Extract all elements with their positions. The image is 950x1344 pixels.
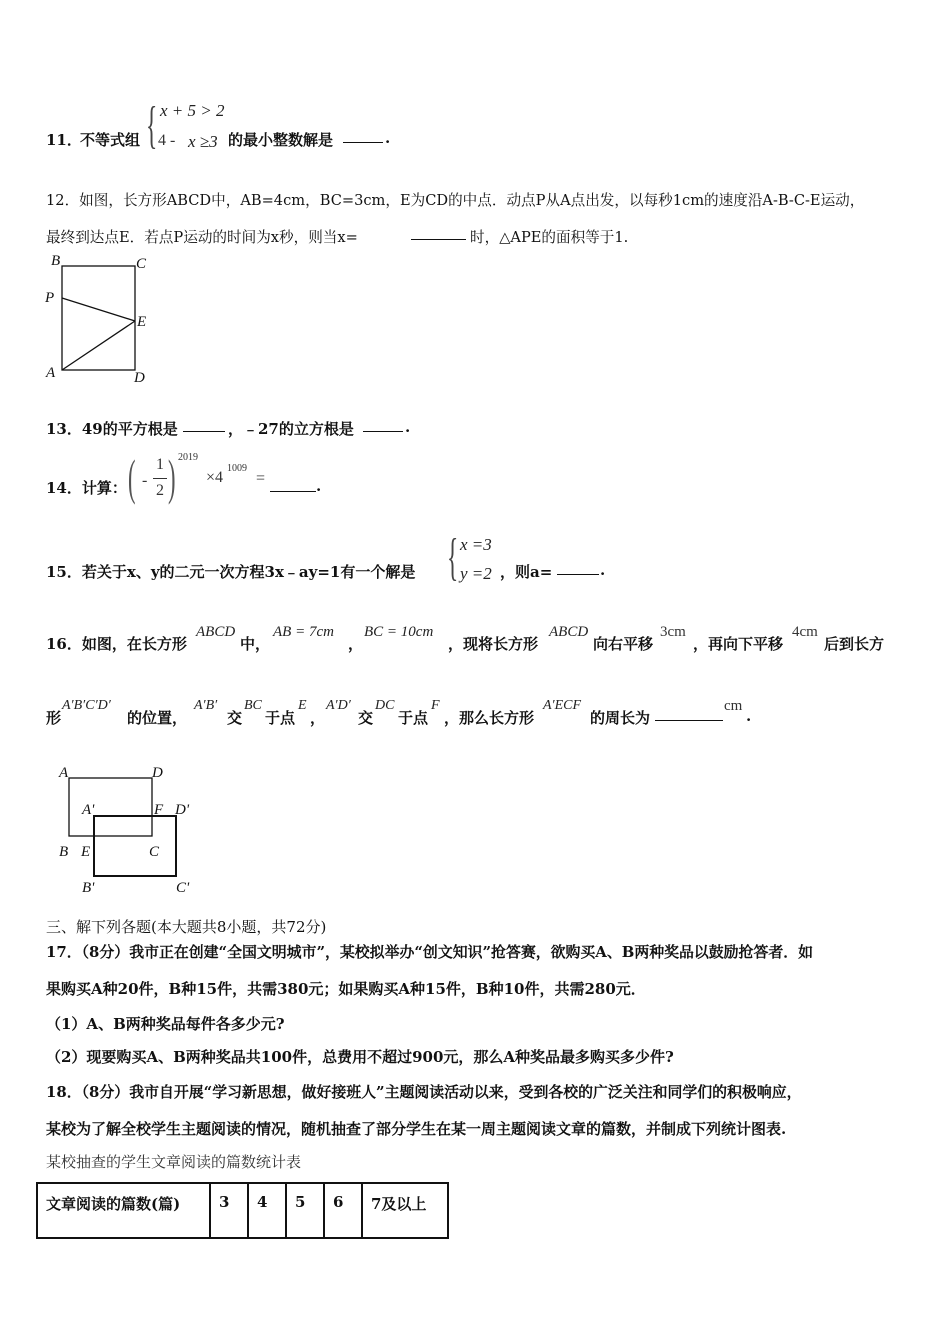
- q14-exponent-2019: 2019: [178, 452, 198, 463]
- q16-abcd-2: ABCD: [549, 624, 589, 640]
- q11-brace: {: [146, 97, 158, 154]
- table-header-cell: 6: [324, 1183, 362, 1238]
- q11-tail: 的最小整数解是: [228, 131, 334, 149]
- q13-part-c: .: [405, 418, 411, 436]
- q15-part-c: .: [600, 561, 606, 579]
- q16-label-d-prime: D': [175, 802, 190, 818]
- q16-line2-d: 的周长为: [590, 709, 651, 727]
- q16-label-d: D: [152, 765, 163, 781]
- q16-line1-c: ，现将长方形: [448, 635, 539, 653]
- q12-answer-blank[interactable]: [411, 226, 466, 244]
- q16-answer-blank[interactable]: [655, 707, 723, 725]
- table-row: [37, 1183, 448, 1238]
- q16-move-right: 3cm: [660, 624, 686, 640]
- q14-exponent-1009: 1009: [227, 463, 247, 474]
- q16-yudian-2: 于点: [398, 709, 429, 727]
- q14-fraction-bar: [153, 478, 167, 479]
- q16-yudian-1: 于点: [265, 709, 296, 727]
- q11-system-top: x + 5 > 2: [160, 101, 225, 120]
- q16-abcd: ABCD: [196, 624, 236, 640]
- q16-line2-c: ，那么长方形: [444, 709, 535, 727]
- q15-part-b: ，则a=: [500, 563, 553, 581]
- q16-label-f: F: [154, 802, 164, 818]
- q12-label-p: P: [45, 290, 55, 306]
- q11-answer-blank[interactable]: [343, 129, 383, 147]
- q16-line2-a: 形: [46, 709, 62, 727]
- q15-system-top: x =3: [460, 535, 492, 554]
- q11-system-bottom-a: 4 -: [158, 132, 176, 149]
- q16-aecf: A′ECF: [543, 698, 582, 713]
- q16-point-e: E: [298, 698, 307, 713]
- q18-table-caption: 某校抽查的学生文章阅读的篇数统计表: [46, 1153, 302, 1171]
- section-3-heading: 三、解下列各题(本大题共8小题，共72分): [46, 918, 327, 936]
- q14-right-paren: ): [168, 449, 176, 505]
- q11-text: 不等式组: [80, 131, 141, 149]
- q13-blank-1[interactable]: [183, 418, 225, 436]
- q16-bc: BC: [244, 698, 262, 713]
- q14-period: .: [316, 477, 322, 495]
- q16-bc-length: BC = 10cm: [364, 624, 434, 640]
- q16-ab-prime: A′B′: [194, 698, 218, 713]
- q16-line1-f: 后到长方: [824, 635, 885, 653]
- q18-line1: 18．（8分）我市自开展“学习新思想，做好接班人”主题阅读活动以来，受到各校的广泛关注和同学们的积极响应，: [46, 1083, 802, 1101]
- q14-answer-blank[interactable]: [270, 478, 316, 496]
- q16-translation-figure: [55, 760, 205, 900]
- q16-line1-e: ，再向下平移: [693, 635, 784, 653]
- q14-equals: =: [256, 470, 266, 487]
- q16-comma: ，: [348, 635, 364, 653]
- q12-line1: 12．如图，长方形ABCD中，AB=4cm，BC=3cm，E为CD的中点．动点P从A点出发，以每秒1cm的速度沿A-B-C-E运动，: [46, 192, 865, 209]
- table-header-cell: 7及以上: [362, 1183, 448, 1238]
- q16-label-b-prime: B': [82, 880, 95, 896]
- q18-line2: 某校为了解全校学生主题阅读的情况，随机抽查了部分学生在某一周主题阅读文章的篇数，并制成下列统计图表.: [46, 1120, 787, 1138]
- q16-period: .: [746, 707, 752, 725]
- q16-move-down: 4cm: [792, 624, 818, 640]
- q16-ad-prime: A′D′: [326, 698, 351, 713]
- q17-line2: 果购买A种20件，B种15件，共需380元；如果购买A种15件，B种10件，共需280元．: [46, 980, 646, 998]
- q16-jiao-1: 交: [227, 709, 243, 727]
- q12-segment-ae: [62, 321, 135, 370]
- q16-rect-abcd-prime: [94, 816, 176, 876]
- q16-label-c: C: [149, 844, 160, 860]
- q16-line1-a: 16．如图，在长方形: [46, 635, 187, 653]
- q14-fraction-numerator: 1: [156, 456, 164, 473]
- table-header-cell: 4: [248, 1183, 286, 1238]
- q12-line2a: 最终到达点E．若点P运动的时间为x秒，则当x=: [46, 229, 358, 246]
- q17-line1: 17．（8分）我市正在创建“全国文明城市”，某校拟举办“创文知识”抢答赛，欲购买A、B两种奖品以鼓励抢答者．如: [46, 943, 814, 961]
- q16-unit-cm: cm: [724, 698, 743, 714]
- q12-line2b: 时，△APE的面积等于1.: [470, 229, 629, 246]
- q16-label-a-prime: A': [82, 802, 95, 818]
- q17-sub2: （2）现要购买A、B两种奖品共100件，总费用不超过900元，那么A种奖品最多购买多少件?: [46, 1048, 674, 1066]
- q18-statistics-table: [36, 1182, 449, 1239]
- q12-label-d: D: [134, 370, 145, 386]
- q16-point-f: F: [431, 698, 440, 713]
- q14-label: 14．计算：: [46, 479, 127, 497]
- q14-left-paren: (: [128, 449, 136, 505]
- q16-line1-d: 向右平移: [593, 635, 654, 653]
- table-header-cell: 3: [210, 1183, 248, 1238]
- q12-segment-pe: [62, 298, 135, 321]
- q16-line2-b: 的位置，: [127, 709, 188, 727]
- q16-label-e: E: [81, 844, 91, 860]
- q16-jiao-2: 交: [358, 709, 374, 727]
- q14-fraction-denominator: 2: [156, 482, 164, 499]
- q15-system-bottom: y =2: [460, 564, 492, 583]
- q12-label-e: E: [137, 314, 147, 330]
- q12-rectangle-figure: [40, 250, 160, 390]
- q13-part-a: 13．49的平方根是: [46, 420, 178, 438]
- q11-period: .: [385, 129, 391, 147]
- q11-system-bottom-b: x ≥3: [188, 132, 218, 151]
- q16-label-c-prime: C': [176, 880, 190, 896]
- q16-label-b: B: [59, 844, 69, 860]
- table-header-cell: 5: [286, 1183, 324, 1238]
- q16-ab-length: AB = 7cm: [273, 624, 334, 640]
- q16-label-a: A: [59, 765, 69, 781]
- q14-times-4: ×4: [206, 469, 224, 486]
- q12-label-a: A: [46, 365, 56, 381]
- q17-sub1: （1）A、B两种奖品每件各多少元?: [46, 1015, 285, 1033]
- q15-brace: {: [447, 529, 459, 586]
- q15-answer-blank[interactable]: [557, 561, 599, 579]
- q13-blank-2[interactable]: [363, 418, 403, 436]
- q16-line1-b: 中，: [240, 635, 271, 653]
- q14-minus: -: [142, 472, 148, 489]
- q15-part-a: 15．若关于x、y的二元一次方程3x﹣ay=1有一个解是: [46, 563, 416, 581]
- q16-abcd-prime: A′B′C′D′: [62, 698, 111, 713]
- q13-part-b: ，﹣27的立方根是: [228, 420, 354, 438]
- q12-label-b: B: [51, 253, 61, 269]
- q16-comma-2: ，: [310, 709, 326, 727]
- table-header-cell: 文章阅读的篇数(篇): [37, 1183, 210, 1238]
- q12-label-c: C: [136, 256, 147, 272]
- q16-dc: DC: [375, 698, 395, 713]
- q11-number: 11．: [46, 131, 82, 149]
